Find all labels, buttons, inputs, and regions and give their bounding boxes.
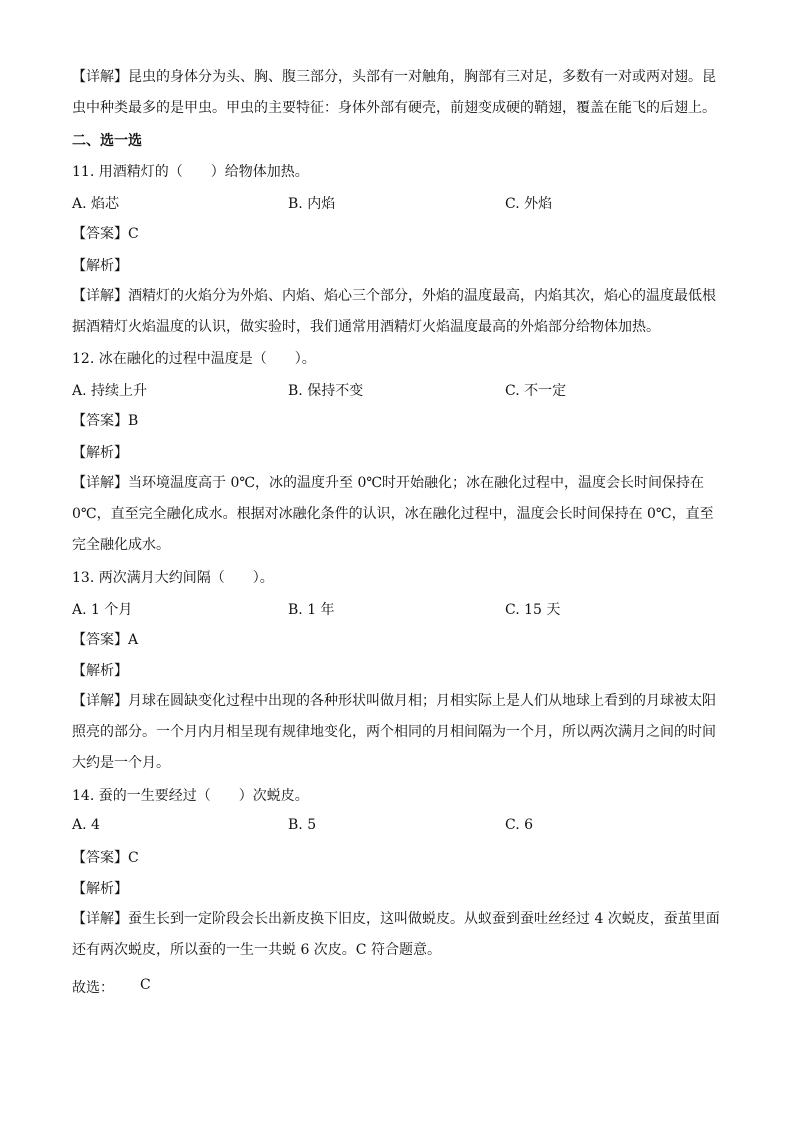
final-choice-value: C [140,977,151,993]
answer-line: 【答案】B [72,413,139,429]
detail-text: 【详解】酒精灯的火焰分为外焰、内焰、焰心三个部分，外焰的温度最高，内焰其次，焰心的温度最低根据酒精灯火焰温度的认识，做实验时，我们通常用酒精灯火焰温度最高的外焰部分给物体加热。 [72,288,716,335]
option-c: C. 6 [505,817,534,833]
option-b: B. 内焰 [288,196,336,212]
answer-line: 【答案】C [72,850,139,866]
detail-text: 【详解】蚕生长到一定阶段会长出新皮换下旧皮，这叫做蜕皮。从蚁蚕到蚕吐丝经过 4 次蜕皮，蚕茧里面还有两次蜕皮，所以蚕的一生一共蜕 6 次皮。C 符合题意。 [72,911,720,958]
option-b: B. 1 年 [288,602,335,618]
analysis-heading: 【解析】 [72,663,128,679]
detail-text: 【详解】当环境温度高于 0℃，冰的温度升至 0℃时开始融化；冰在融化过程中，温度会长时间保持在 0℃，直至完全融化成水。根据对冰融化条件的认识，冰在融化过程中，温度会长时间保持在 0℃，直至完全融化成水。 [72,475,714,553]
intro-detail: 【详解】昆虫的身体分为头、胸、腹三部分，头部有一对触角，胸部有三对足，多数有一对或两对翅。昆虫中种类最多的是甲虫。甲虫的主要特征：身体外部有硬壳，前翅变成硬的鞘翅，覆盖在能飞的后翅上。 [72,69,716,116]
answer-line: 【答案】A [72,632,139,648]
question-stem: 14. 蚕的一生要经过（ ）次蜕皮。 [72,788,309,804]
final-choice-label: 故选： [72,980,114,996]
question-stem: 11. 用酒精灯的（ ）给物体加热。 [72,164,309,180]
analysis-heading: 【解析】 [72,258,128,274]
analysis-heading: 【解析】 [72,445,128,461]
option-a: A. 4 [72,817,100,833]
option-c: C. 外焰 [505,196,553,212]
option-a: A. 焰芯 [72,196,120,212]
detail-text: 【详解】月球在圆缺变化过程中出现的各种形状叫做月相；月相实际上是人们从地球上看到的月球被太阳照亮的部分。一个月内月相呈现有规律地变化，两个相同的月相间隔为一个月，所以两次满月之间的时间大约是一个月。 [72,693,716,771]
option-b: B. 5 [288,817,317,833]
option-a: A. 1 个月 [72,602,133,618]
analysis-heading: 【解析】 [72,881,128,897]
option-c: C. 不一定 [505,383,567,399]
section-title: 二、选一选 [72,133,142,149]
answer-line: 【答案】C [72,226,139,242]
question-stem: 13. 两次满月大约间隔（ ）。 [72,570,274,586]
option-b: B. 保持不变 [288,383,364,399]
option-a: A. 持续上升 [72,383,148,399]
question-stem: 12. 冰在融化的过程中温度是（ ）。 [72,351,316,367]
option-c: C. 15 天 [505,602,561,618]
